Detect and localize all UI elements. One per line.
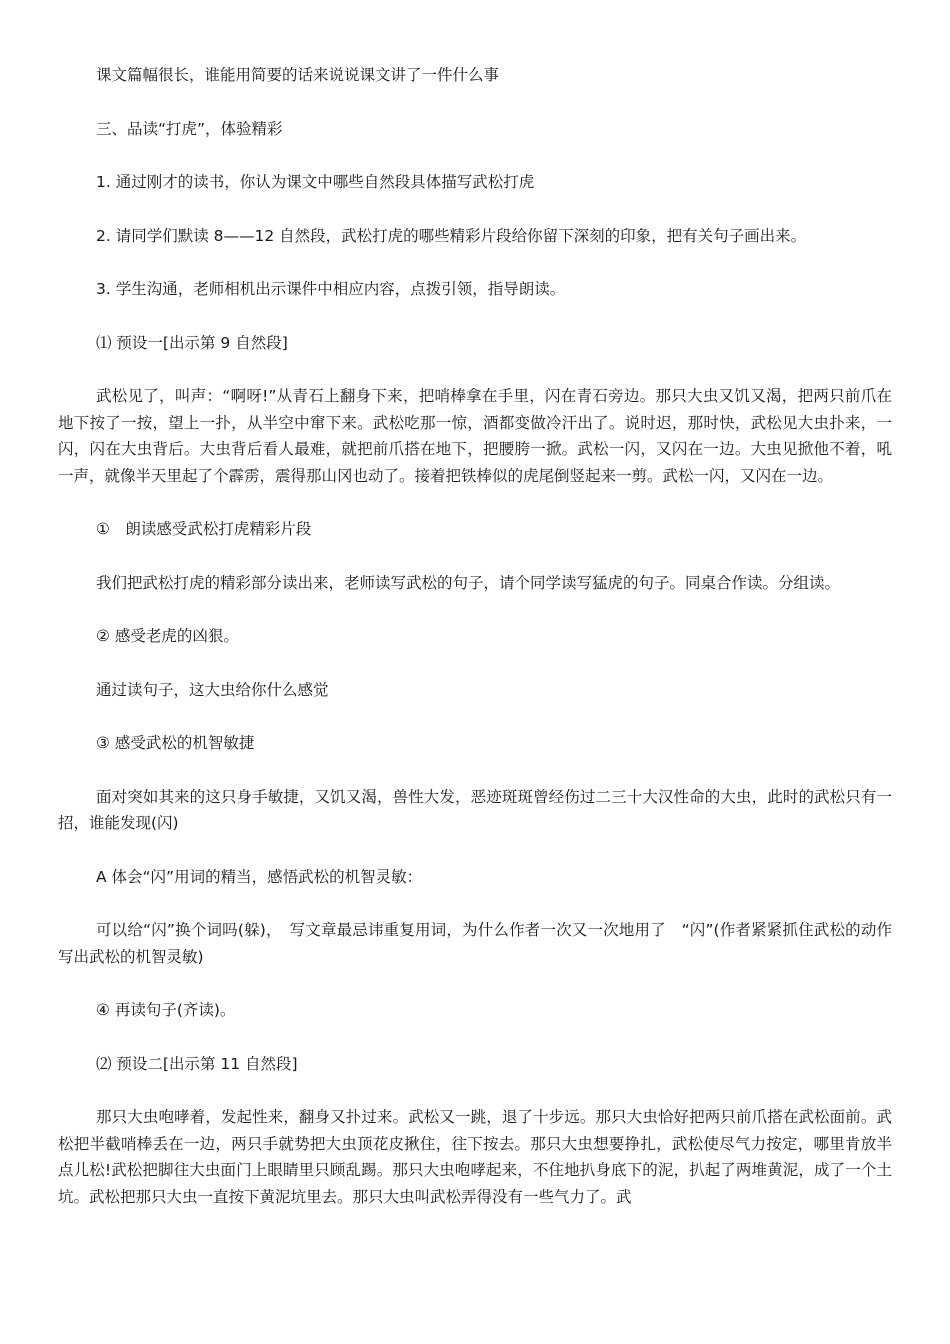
step-1: 1. 通过刚才的读书，你认为课文中哪些自然段具体描写武松打虎 <box>96 173 535 191</box>
preset-2-heading: ⑵ 预设二[出示第 11 自然段] <box>96 1054 298 1073</box>
reading-instruction: 我们把武松打虎的精彩部分读出来，老师读写武松的句子，请个同学读写猛虎的句子。同桌合作读。分组读。 <box>96 573 841 592</box>
analysis-paragraph: 面对突如其来的这只身手敏捷，又饥又渴，兽性大发，恶迹斑斑曾经伤过二三十大汉性命的大虫，此时的武松只有一招，谁能发现(闪) <box>58 787 892 832</box>
sub-item-3: ③ 感受武松的机智敏捷 <box>96 734 255 752</box>
section-heading-3: 三、品读“打虎”，体验精彩 <box>96 119 283 138</box>
excerpt-paragraph-9: 武松见了，叫声：“啊呀!”从青石上翻身下来，把哨棒拿在手里，闪在青石旁边。那只大虫又饥又渴，把两只前爪在地下按了一按，望上一扑，从半空中窜下来。武松吃那一惊，酒都变做冷汗出了。说时迟，那时快，武松见大虫扑来，一闪，闪在大虫背后。大虫背后看人最难，就把前爪搭在地下，把腰胯一掀。武松一闪，又闪在一边。大虫见掀他不着，吼一声，就像半天里起了个霹雳，震得那山冈也动了。接着把铁棒似的虎尾倒竖起来一剪。武松一闪，又闪在一边。 <box>58 387 892 485</box>
step-3: 3. 学生沟通，老师相机出示课件中相应内容，点拨引领，指导朗读。 <box>96 280 566 298</box>
question-feeling: 通过读句子，这大虫给你什么感觉 <box>96 680 329 699</box>
preset-1-heading: ⑴ 预设一[出示第 9 自然段] <box>96 333 288 352</box>
sub-item-2: ② 感受老虎的凶狠。 <box>96 627 239 645</box>
sub-item-1: ① 朗读感受武松打虎精彩片段 <box>96 520 312 538</box>
step-2: 2. 请同学们默读 8——12 自然段，武松打虎的哪些精彩片段给你留下深刻的印象，把有关句子画出来。 <box>96 226 807 245</box>
item-a-heading: A 体会“闪”用词的精当，感悟武松的机智灵敏： <box>96 867 423 886</box>
question-summary: 课文篇幅很长，谁能用简要的话来说说课文讲了一件什么事 <box>96 66 500 84</box>
sub-item-4: ④ 再读句子(齐读)。 <box>96 1001 236 1019</box>
excerpt-paragraph-11: 那只大虫咆哮着，发起性来，翻身又扑过来。武松又一跳，退了十步远。那只大虫恰好把两只前爪搭在武松面前。武松把半截哨棒丢在一边，两只手就势把大虫顶花皮揪住，往下按去。那只大虫想要挣扎，武松使尽气力按定，哪里肯放半点儿松!武松把脚往大虫面门上眼睛里只顾乱踢。那只大虫咆哮起来，不住地扒身底下的泥，扒起了两堆黄泥，成了一个土坑。武松把那只大虫一直按下黄泥坑里去。那只大虫叫武松弄得没有一些气力了。武 <box>58 1108 892 1206</box>
item-a-body: 可以给“闪”换个词吗(躲)， 写文章最忌讳重复用词，为什么作者一次又一次地用了 “闪”(作者紧紧抓住武松的动作写出武松的机智灵敏) <box>58 921 892 966</box>
document-page <box>58 62 892 1210</box>
